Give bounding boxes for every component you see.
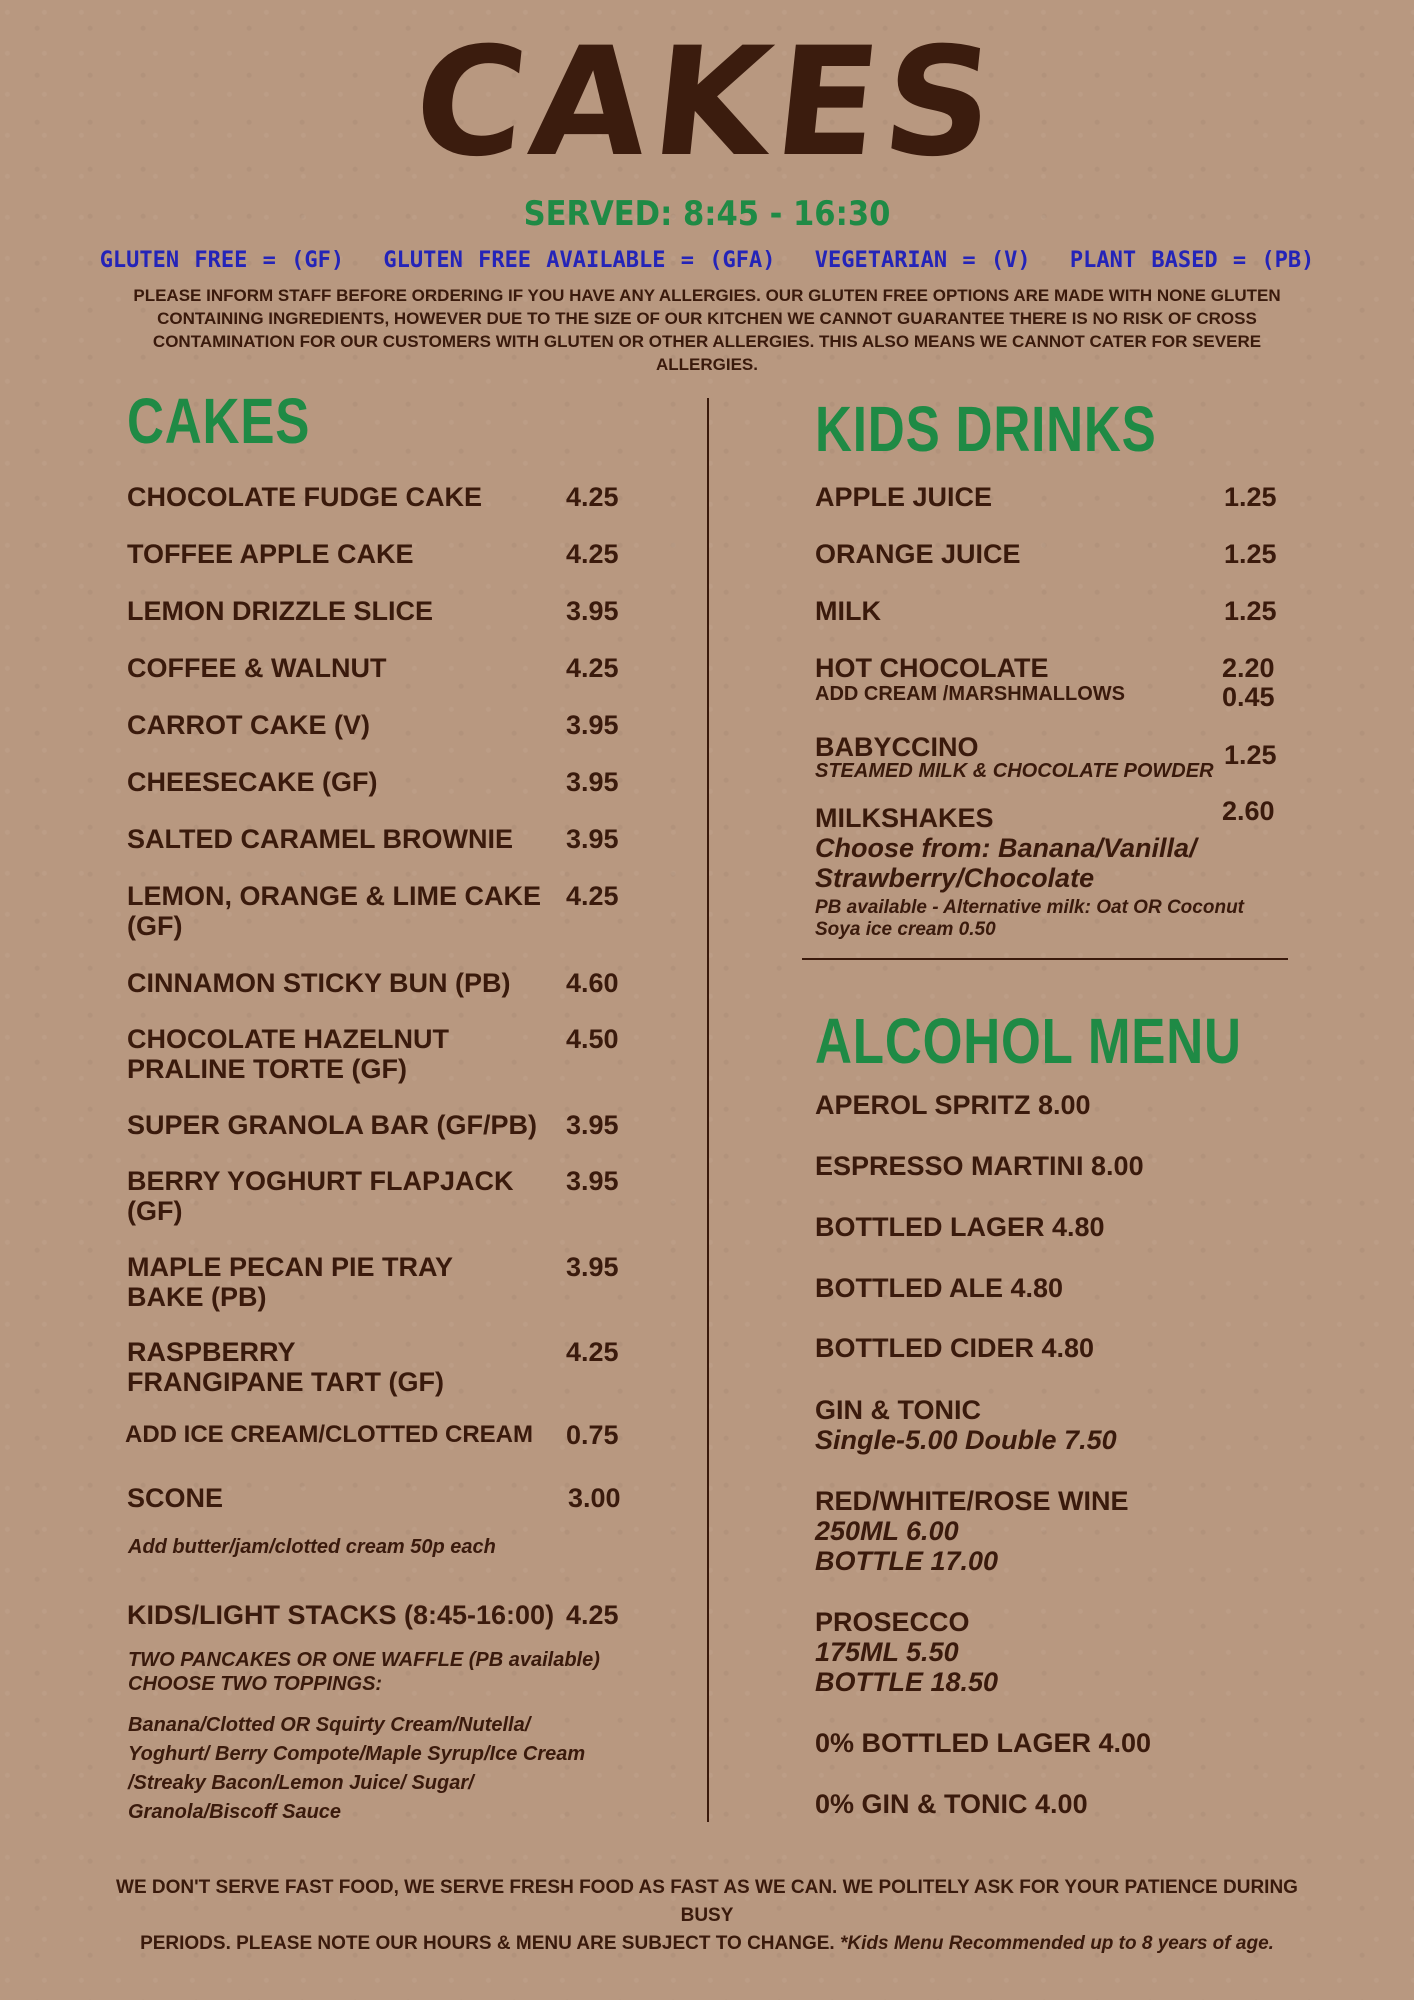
menu-item-name: CINNAMON STICKY BUN (PB) — [127, 968, 511, 998]
menu-item-name: TOFFEE APPLE CAKE — [127, 539, 414, 569]
footer-line-1: WE DON'T SERVE FAST FOOD, WE SERVE FRESH FOOD AS FAST AS WE CAN. WE POLITELY ASK FOR YOUR PATIENCE DURING BUSY — [116, 1877, 1298, 1926]
alcohol-item: GIN & TONIC — [815, 1395, 982, 1425]
cakes-heading: CAKES — [127, 385, 311, 457]
menu-item-price: 3.00 — [568, 1483, 621, 1513]
menu-item-name: LEMON, ORANGE & LIME CAKE (GF) — [127, 881, 542, 941]
menu-item-name: BABYCCINO — [815, 732, 979, 762]
menu-item-price: 1.25 — [1224, 539, 1277, 569]
menu-item-name: HOT CHOCOLATE — [815, 653, 1049, 683]
menu-item-name: APPLE JUICE — [815, 482, 993, 512]
menu-item-price: 4.25 — [566, 482, 619, 512]
menu-item-price: 4.50 — [566, 1024, 619, 1054]
menu-item-price: 1.25 — [1224, 482, 1277, 512]
alcohol-item: 0% BOTTLED LAGER 4.00 — [815, 1728, 1152, 1758]
kids-drinks-heading: KIDS DRINKS — [815, 393, 1157, 465]
menu-item-price: 3.95 — [566, 596, 619, 626]
menu-item-name: MILK — [815, 596, 881, 626]
dietary-legend — [0, 248, 1414, 273]
stacks-note: TWO PANCAKES OR ONE WAFFLE (PB available) CHOOSE TWO TOPPINGS: — [128, 1649, 600, 1695]
menu-item-price: 3.95 — [566, 1252, 619, 1282]
toppings-list: Banana/Clotted OR Squirty Cream/Nutella/ Yoghurt/ Berry Compote/Maple Syrup/Ice Cream /Streaky Bacon/Lemon Juice/ Sugar/ Granola/Biscoff Sauce — [128, 1714, 586, 1823]
menu-item-name: CHOCOLATE FUDGE CAKE — [127, 482, 482, 512]
alcohol-item: ESPRESSO MARTINI 8.00 — [815, 1151, 1144, 1181]
prosecco-bottle-price: BOTTLE 18.50 — [815, 1667, 999, 1697]
alcohol-item: BOTTLED CIDER 4.80 — [815, 1333, 1095, 1363]
menu-item-price: 4.25 — [566, 653, 619, 683]
scone-note: Add butter/jam/clotted cream 50p each — [128, 1536, 496, 1558]
alcohol-item: RED/WHITE/ROSE WINE — [815, 1486, 1129, 1516]
menu-item-name: ORANGE JUICE — [815, 539, 1021, 569]
milkshake-choices: Choose from: Banana/Vanilla/ Strawberry/Chocolate — [815, 833, 1197, 893]
gin-prices: Single-5.00 Double 7.50 — [815, 1425, 1117, 1455]
menu-item-price: 4.25 — [566, 881, 619, 911]
menu-item-price: 2.20 — [1222, 653, 1275, 683]
menu-item-name: MAPLE PECAN PIE TRAY BAKE (PB) — [127, 1252, 453, 1312]
page-title: CAKES — [406, 16, 1008, 190]
legend-gf: GLUTEN FREE = (GF) — [99, 248, 345, 273]
legend-v: VEGETARIAN = (V) — [814, 248, 1031, 273]
menu-item-price: 0.75 — [566, 1420, 619, 1450]
menu-item-name: MILKSHAKES — [815, 803, 994, 833]
menu-item-name: LEMON DRIZZLE SLICE — [127, 596, 433, 626]
menu-item-name: CARROT CAKE (V) — [127, 710, 370, 740]
menu-item-price: 3.95 — [566, 767, 619, 797]
alcohol-item: BOTTLED LAGER 4.80 — [815, 1212, 1105, 1242]
menu-item-price: 4.25 — [566, 539, 619, 569]
babyccino-note: STEAMED MILK & CHOCOLATE POWDER — [815, 760, 1214, 782]
menu-item-name: CHOCOLATE HAZELNUT PRALINE TORTE (GF) — [127, 1024, 449, 1084]
legend-gfa: GLUTEN FREE AVAILABLE = (GFA) — [383, 248, 776, 273]
menu-item-price: 3.95 — [566, 1110, 619, 1140]
footer-line-2 — [110, 1930, 1304, 1958]
menu-item-name: SCONE — [127, 1483, 224, 1513]
menu-item-name: ADD ICE CREAM/CLOTTED CREAM — [125, 1421, 533, 1448]
served-hours: SERVED: 8:45 - 16:30 — [523, 194, 891, 234]
menu-item-price: 1.25 — [1224, 596, 1277, 626]
alcohol-item: BOTTLED ALE 4.80 — [815, 1273, 1064, 1303]
alcohol-item: 0% GIN & TONIC 4.00 — [815, 1789, 1088, 1819]
menu-item-name: SUPER GRANOLA BAR (GF/PB) — [127, 1110, 537, 1140]
wine-glass-price: 250ML 6.00 — [815, 1516, 959, 1546]
menu-item-price: 2.60 — [1222, 796, 1275, 826]
alcohol-item: APEROL SPRITZ 8.00 — [815, 1090, 1091, 1120]
kids-age-note: *Kids Menu Recommended up to 8 years of age. — [839, 1933, 1274, 1954]
menu-item-price: 3.95 — [566, 1166, 619, 1196]
menu-item-price: 4.25 — [566, 1600, 619, 1630]
menu-item-price: 4.60 — [566, 968, 619, 998]
hot-chocolate-extra: ADD CREAM /MARSHMALLOWS — [815, 683, 1125, 705]
menu-item-name: RASPBERRY FRANGIPANE TART (GF) — [127, 1337, 444, 1397]
menu-item-name: KIDS/LIGHT STACKS (8:45-16:00) — [127, 1600, 555, 1630]
hot-chocolate-extra-price: 0.45 — [1222, 682, 1275, 712]
menu-item-name: BERRY YOGHURT FLAPJACK (GF) — [127, 1166, 514, 1226]
footer-note — [110, 1874, 1304, 1958]
allergy-notice: PLEASE INFORM STAFF BEFORE ORDERING IF YOU HAVE ANY ALLERGIES. OUR GLUTEN FREE OPTIONS ARE MADE WITH NONE GLUTEN CONTAINING INGREDIENTS, HOWEVER DUE TO THE SIZE OF OUR KITCHEN WE CANNOT GUARANTEE THERE IS NO RISK OF CROSS CONTAMINATION FOR OUR CUSTOMERS WITH GLUTEN OR OTHER ALLERGIES. THIS ALSO MEANS WE CANNOT CATER FOR SEVERE ALLERGIES. — [133, 286, 1281, 374]
column-divider — [707, 398, 709, 1822]
alcohol-heading: ALCOHOL MENU — [815, 1005, 1242, 1077]
menu-item-name: SALTED CARAMEL BROWNIE — [127, 824, 513, 854]
legend-pb: PLANT BASED = (PB) — [1069, 248, 1315, 273]
section-divider — [802, 958, 1288, 960]
footer-line-2-text: PERIODS. PLEASE NOTE OUR HOURS & MENU ARE SUBJECT TO CHANGE. — [140, 1933, 835, 1954]
menu-item-price: 4.25 — [566, 1337, 619, 1367]
alcohol-item: PROSECCO — [815, 1607, 970, 1637]
menu-item-name: CHEESECAKE (GF) — [127, 767, 378, 797]
prosecco-glass-price: 175ML 5.50 — [815, 1637, 959, 1667]
menu-item-price: 3.95 — [566, 824, 619, 854]
menu-item-name: COFFEE & WALNUT — [127, 653, 387, 683]
milkshake-note: PB available - Alternative milk: Oat OR Coconut Soya ice cream 0.50 — [815, 897, 1245, 940]
menu-item-price: 1.25 — [1224, 740, 1277, 770]
wine-bottle-price: BOTTLE 17.00 — [815, 1546, 999, 1576]
menu-item-price: 3.95 — [566, 710, 619, 740]
